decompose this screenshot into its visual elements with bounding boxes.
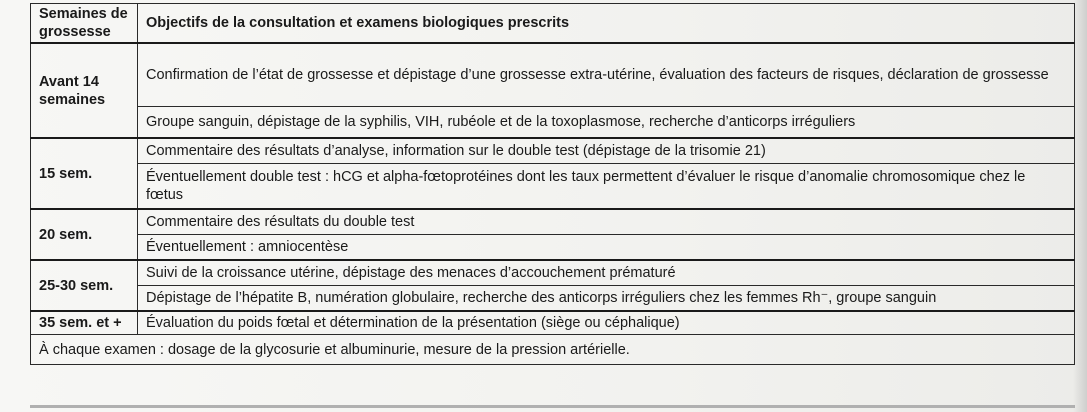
header-weeks: Semaines de grossesse [31, 4, 138, 44]
week-cell: 25-30 sem. [31, 260, 138, 311]
footer-row [31, 335, 1075, 365]
table-row [31, 43, 1075, 107]
table-row [31, 138, 1075, 164]
week-cell: Avant 14 semaines [31, 43, 138, 138]
objective-cell: Commentaire des résultats d’analyse, information sur le double test (dépistage de la trisomie 21) [138, 138, 1075, 164]
objective-cell: Évaluation du poids fœtal et détermination de la présentation (siège ou céphalique) [138, 311, 1075, 335]
table-row [31, 107, 1075, 138]
objective-cell: Confirmation de l’état de grossesse et dépistage d’une grossesse extra-utérine, évaluation des facteurs de risques, déclaration de grossesse [138, 43, 1075, 107]
table-row [31, 209, 1075, 235]
objective-cell: Suivi de la croissance utérine, dépistage des menaces d’accouchement prématuré [138, 260, 1075, 286]
objective-cell: Commentaire des résultats du double test [138, 209, 1075, 235]
table-row [31, 311, 1075, 335]
objective-cell: Groupe sanguin, dépistage de la syphilis, VIH, rubéole et de la toxoplasmose, recherche d’anticorps irréguliers [138, 107, 1075, 138]
footer-note: À chaque examen : dosage de la glycosurie et albuminurie, mesure de la pression artérielle. [31, 335, 1075, 365]
pregnancy-schedule-table [30, 3, 1075, 365]
table-row [31, 286, 1075, 312]
week-cell: 15 sem. [31, 138, 138, 209]
page-edge-shadow [1073, 0, 1087, 412]
objective-cell: Éventuellement : amniocentèse [138, 235, 1075, 261]
week-cell: 35 sem. et + [31, 311, 138, 335]
table-row [31, 164, 1075, 210]
table-row [31, 260, 1075, 286]
objective-cell: Éventuellement double test : hCG et alpha-fœtoprotéines dont les taux permettent d’évaluer le risque d’anomalie chromosomique chez le fœtus [138, 164, 1075, 210]
objective-cell: Dépistage de l’hépatite B, numération globulaire, recherche des anticorps irréguliers chez les femmes Rh⁻, groupe sanguin [138, 286, 1075, 312]
header-objectives: Objectifs de la consultation et examens biologiques prescrits [138, 4, 1075, 44]
week-cell: 20 sem. [31, 209, 138, 260]
header-row [31, 4, 1075, 44]
bottom-rule [30, 405, 1075, 408]
table-row [31, 235, 1075, 261]
